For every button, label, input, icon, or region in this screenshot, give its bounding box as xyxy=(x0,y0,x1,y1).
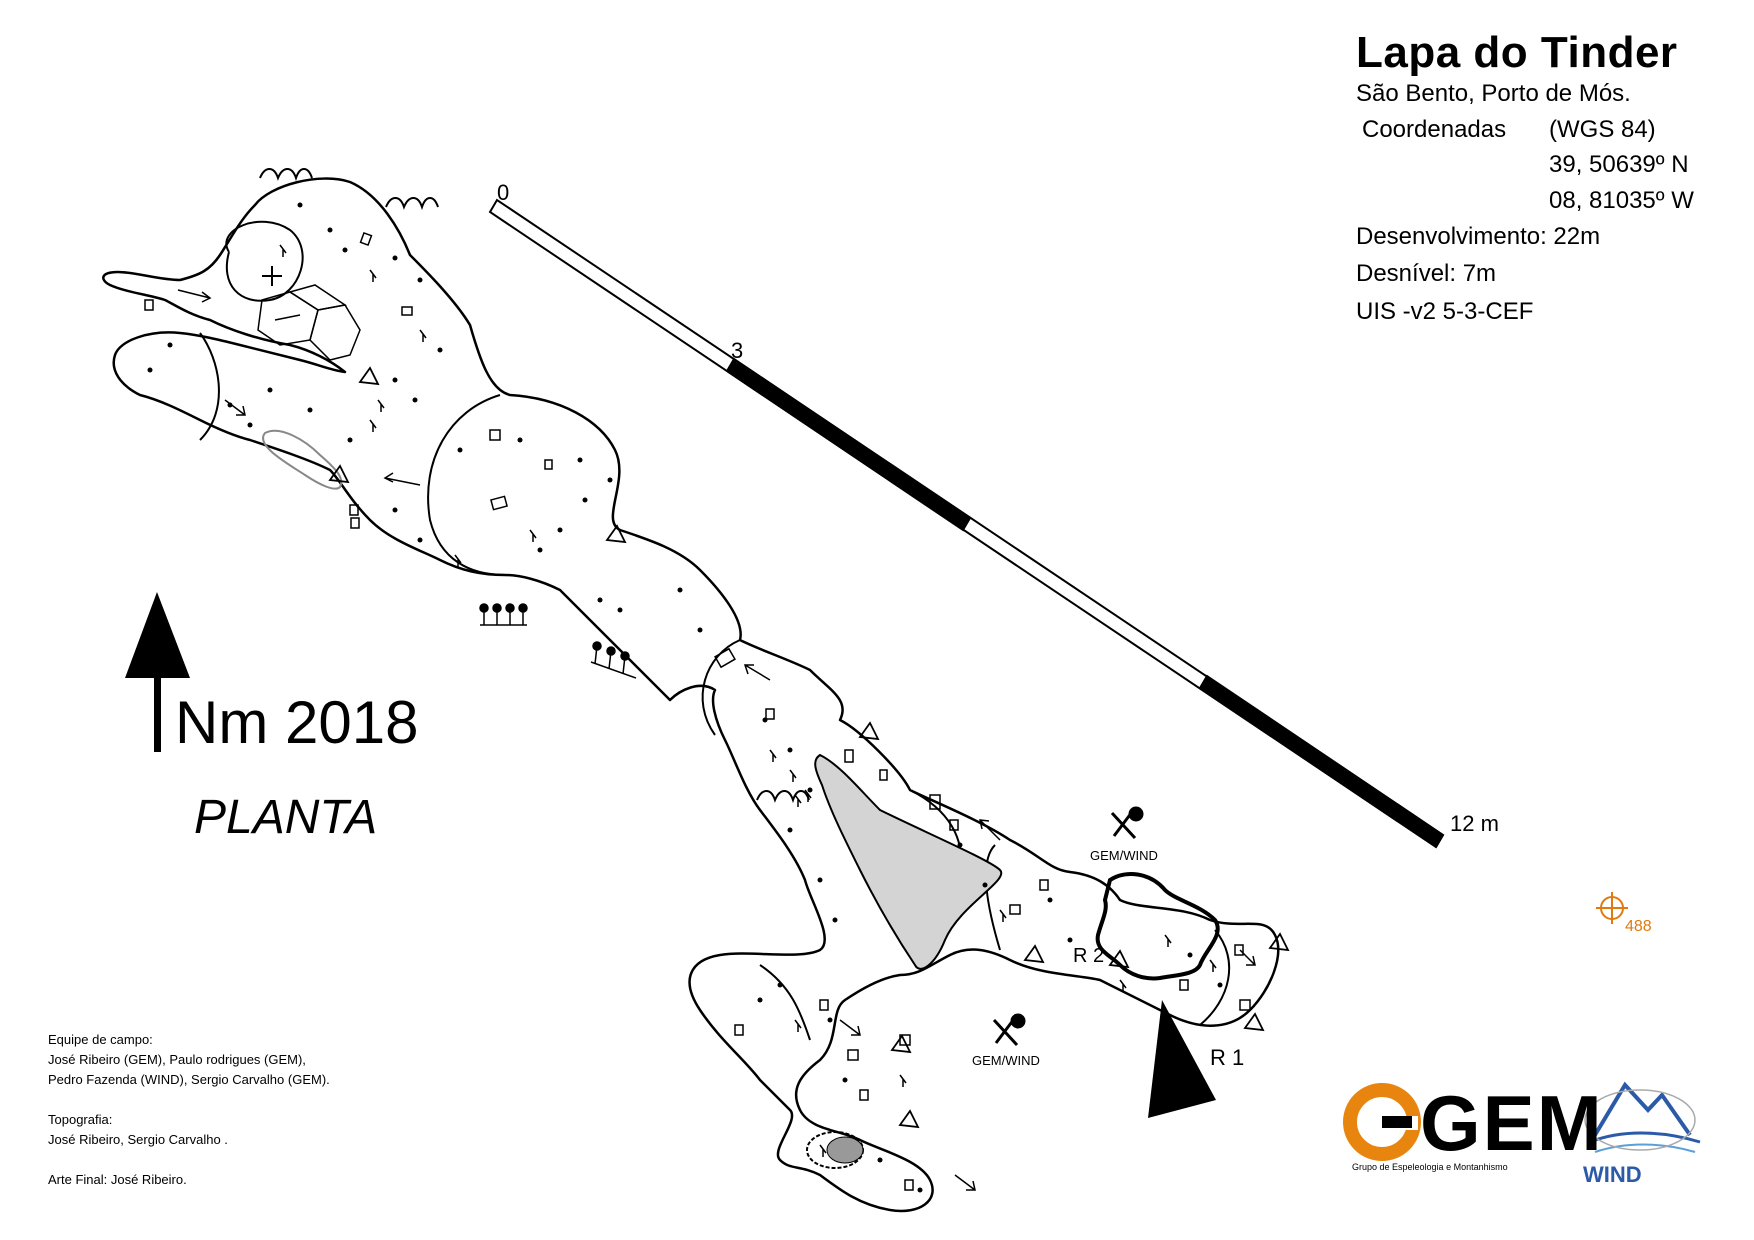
field-team-heading: Equipe de campo: xyxy=(48,1032,153,1047)
latitude-value: 39, 50639º N xyxy=(1549,151,1689,178)
anchor-icon-top xyxy=(1112,808,1142,838)
boulder-cluster xyxy=(258,285,360,360)
topography-heading: Topografia: xyxy=(48,1112,113,1127)
pitch-outline xyxy=(1098,874,1218,978)
datum-label: (WGS 84) xyxy=(1549,116,1656,143)
field-team-line-2: Pedro Fazenda (WIND), Sergio Carvalho (GEM). xyxy=(48,1072,330,1087)
chamber-arc-6 xyxy=(1200,930,1229,1025)
anchor-label-top: GEM/WIND xyxy=(1090,848,1158,863)
location-text: São Bento, Porto de Mós. xyxy=(1356,80,1631,107)
wind-wordmark: WIND xyxy=(1583,1162,1642,1187)
survey-station-icon xyxy=(1596,892,1628,924)
topography-line: José Ribeiro, Sergio Carvalho . xyxy=(48,1132,228,1147)
longitude-value: 08, 81035º W xyxy=(1549,187,1694,214)
scale-tick-3: 3 xyxy=(731,338,744,363)
rock-triangles xyxy=(330,368,1288,1127)
scale-tick-12: 12 m xyxy=(1450,811,1499,836)
rope-label-r2: R 2 xyxy=(1073,945,1105,967)
development-value: Desenvolvimento: 22m xyxy=(1356,223,1601,250)
chamber-arc-7 xyxy=(760,965,810,1040)
depth-value: Desnível: 7m xyxy=(1356,260,1497,287)
gem-logo-icon xyxy=(1350,1090,1418,1154)
rope-label-r1: R 1 xyxy=(1210,1045,1245,1070)
hatched-boulder xyxy=(807,1132,863,1168)
cross-mark xyxy=(262,266,282,286)
chamber-arc-5 xyxy=(986,845,1000,950)
field-team-line-1: José Ribeiro (GEM), Paulo rodrigues (GEM), xyxy=(48,1052,306,1067)
view-label: PLANTA xyxy=(194,791,378,844)
anchor-icon-bottom xyxy=(994,1015,1024,1045)
station-number: 488 xyxy=(1625,918,1652,935)
cave-title: Lapa do Tinder xyxy=(1356,28,1678,77)
north-label: Nm 2018 xyxy=(175,689,419,756)
pitch-triangle-icon xyxy=(1148,1000,1216,1118)
final-art-credit: Arte Final: José Ribeiro. xyxy=(48,1172,187,1187)
chamber-arc-2 xyxy=(428,395,505,575)
scale-bar xyxy=(490,200,1443,847)
anchor-label-bottom: GEM/WIND xyxy=(972,1053,1040,1068)
coordinates-label: Coordenadas xyxy=(1362,116,1507,143)
chamber-arc-1 xyxy=(226,222,302,301)
scale-tick-0: 0 xyxy=(497,180,510,205)
gem-subtitle: Grupo de Espeleologia e Montanhismo xyxy=(1352,1162,1508,1172)
gem-wordmark: GEM xyxy=(1420,1079,1604,1167)
uis-code: UIS -v2 5-3-CEF xyxy=(1356,298,1534,325)
